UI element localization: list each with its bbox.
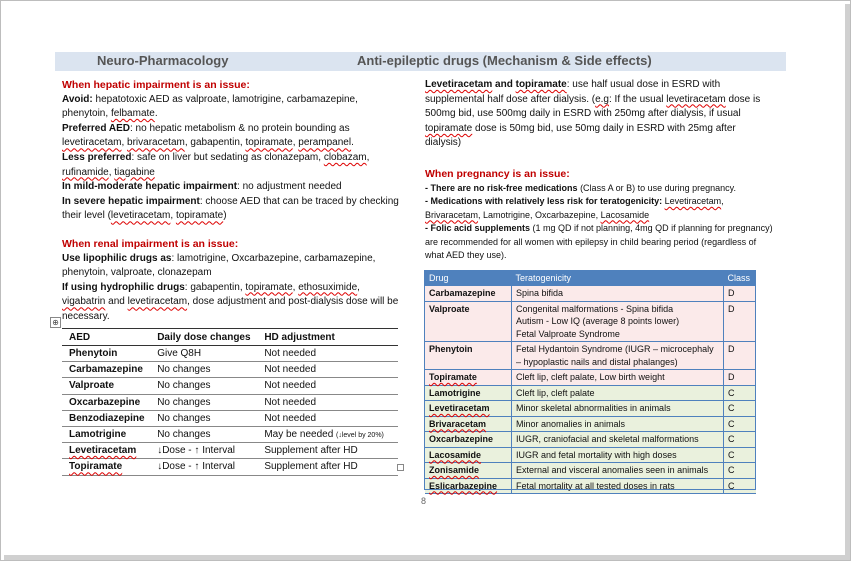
dose-cell: No changes: [155, 378, 262, 394]
column-header: Class: [724, 271, 757, 286]
column-header: AED: [62, 329, 155, 346]
tera-drug-cell: Valproate: [425, 301, 512, 342]
tera-drug-cell: Eslicarbazepine: [425, 478, 512, 494]
table-row: [425, 463, 756, 479]
tera-effect-cell: Cleft lip, cleft palate: [512, 385, 724, 401]
table-row: [425, 370, 756, 386]
aed-drug-cell: Oxcarbazepine: [62, 394, 155, 410]
tera-effect-cell: Minor anomalies in animals: [512, 416, 724, 432]
column-header: Daily dose changes: [155, 329, 262, 346]
renal-lipophilic: Use lipophilic drugs as: lamotrigine, Oxcarbazepine, carbamazepine, phenytoin, valproate, clonazepam: [62, 252, 376, 279]
tera-class-cell: D: [724, 286, 757, 301]
tera-drug-cell: Lacosamide: [425, 447, 512, 463]
table-row: [425, 286, 756, 301]
table-move-icon[interactable]: ⊕: [50, 317, 61, 328]
aed-drug-cell: Carbamazepine: [62, 362, 155, 378]
dose-cell: No changes: [155, 410, 262, 426]
aed-drug-cell: Levetiracetam: [62, 443, 155, 459]
hd-note: (↓level by 20%): [336, 432, 384, 440]
table-row: [425, 342, 756, 370]
table-row: [62, 346, 398, 362]
aed-drug-cell: Phenytoin: [62, 346, 155, 362]
tera-class-cell: C: [724, 432, 757, 448]
dose-cell: ↓Dose - ↑ Interval: [155, 459, 262, 475]
dose-cell: Give Q8H: [155, 346, 262, 362]
aed-drug-cell: Valproate: [62, 378, 155, 394]
renal-section-title: When renal impairment is an issue:: [62, 237, 239, 250]
tera-effect-cell: Congenital malformations - Spina bifida Autism - Low IQ (average 8 points lower) Fetal Valproate Syndrome: [512, 301, 724, 342]
hd-cell: May be needed (↓level by 20%): [262, 426, 398, 442]
hepatic-less-preferred: Less preferred: safe on liver but sedating as clonazepam, clobazam, rufinamide, tiagabine: [62, 151, 370, 178]
tera-class-cell: C: [724, 401, 757, 417]
hepatic-avoid: Avoid: hepatotoxic AED as valproate, lamotrigine, carbamazepine, phenytoin, felbamate.: [62, 93, 358, 120]
pregnancy-section-title: When pregnancy is an issue:: [425, 167, 570, 180]
hd-cell: Not needed: [262, 410, 398, 426]
esrd-paragraph: Levetiracetam and topiramate: use half usual dose in ESRD with supplemental half dose after dialysis. (e.g: If the usual levetiracetam dose is 500mg bid, use 500mg daily in ESRD with 250mg after dialysis, if usual topiramate dose is 50mg bid, use 50mg daily in ESRD with 25mg after dialysis): [425, 79, 761, 149]
aed-drug-cell: Lamotrigine: [62, 426, 155, 442]
hepatic-mild: In mild-moderate hepatic impairment: no adjustment needed: [62, 181, 342, 193]
right-column: [425, 78, 773, 263]
pregnancy-bullet-3: - Folic acid supplements (1 mg QD if not planning, 4mg QD if planning for pregnancy) are recommended for all women with epilepsy in child bearing period (regardless of what AED they use).: [425, 223, 773, 261]
tera-class-cell: D: [724, 342, 757, 370]
pregnancy-bullet-2: - Medications with relatively less risk for teratogenicity: Levetiracetam, Brivaracetam, Lamotrigine, Oxcarbazepine, Lacosamide: [425, 196, 724, 220]
tera-effect-cell: IUGR, craniofacial and skeletal malformations: [512, 432, 724, 448]
table-row: [425, 401, 756, 417]
aed-drug-cell: Topiramate: [62, 459, 155, 475]
hepatic-section-title: When hepatic impairment is an issue:: [62, 79, 250, 91]
hd-cell: Supplement after HD: [262, 459, 398, 475]
table-row: [62, 426, 398, 442]
teratogenicity-table: [425, 271, 756, 494]
table-row: [62, 394, 398, 410]
tera-drug-cell: Phenytoin: [425, 342, 512, 370]
tera-effect-cell: Fetal Hydantoin Syndrome (IUGR – microcephaly – hypoplastic nails and distal phalanges): [512, 342, 724, 370]
tera-drug-cell: Lamotrigine: [425, 385, 512, 401]
dose-cell: No changes: [155, 394, 262, 410]
tera-drug-cell: Carbamazepine: [425, 286, 512, 301]
tera-effect-cell: Cleft lip, cleft palate, Low birth weight: [512, 370, 724, 386]
table-row: [425, 447, 756, 463]
renal-hydrophilic: If using hydrophilic drugs: gabapentin, topiramate, ethosuximide, vigabatrin and levetiracetam, dose adjustment and post-dialysis dose will be necessary.: [62, 281, 399, 322]
tera-class-cell: D: [724, 370, 757, 386]
table-row: [62, 362, 398, 378]
dose-cell: ↓Dose - ↑ Interval: [155, 443, 262, 459]
dose-cell: No changes: [155, 426, 262, 442]
tera-drug-cell: Oxcarbazepine: [425, 432, 512, 448]
table-row: [425, 385, 756, 401]
tera-effect-cell: Fetal mortality at all tested doses in rats: [512, 478, 724, 494]
hd-cell: Not needed: [262, 378, 398, 394]
tera-class-cell: D: [724, 301, 757, 342]
table-row: [62, 378, 398, 394]
aed-renal-table: [62, 328, 398, 476]
table-row: [62, 443, 398, 459]
table-row: [425, 301, 756, 342]
tera-effect-cell: Minor skeletal abnormalities in animals: [512, 401, 724, 417]
tera-drug-cell: Zonisamide: [425, 463, 512, 479]
tera-effect-cell: Spina bifida: [512, 286, 724, 301]
table-row: [425, 432, 756, 448]
page-number: 8: [421, 496, 427, 506]
hd-cell: Not needed: [262, 346, 398, 362]
table-header-row: [425, 271, 756, 286]
table-row: [62, 459, 398, 475]
tera-class-cell: C: [724, 463, 757, 479]
hd-cell: Supplement after HD: [262, 443, 398, 459]
pregnancy-bullet-1: - There are no risk-free medications (Class A or B) to use during pregnancy.: [425, 182, 736, 193]
tera-drug-cell: Levetiracetam: [425, 401, 512, 417]
table-resize-handle[interactable]: [397, 464, 404, 471]
table-header-row: [62, 329, 398, 346]
tera-class-cell: C: [724, 447, 757, 463]
tera-class-cell: C: [724, 385, 757, 401]
column-header: Drug: [425, 271, 512, 286]
tera-drug-cell: Topiramate: [425, 370, 512, 386]
left-column: [62, 78, 402, 325]
tera-drug-cell: Brivaracetam: [425, 416, 512, 432]
tera-effect-cell: IUGR and fetal mortality with high doses: [512, 447, 724, 463]
header-subject: Neuro-Pharmacology: [97, 53, 229, 68]
table-row: [62, 410, 398, 426]
hepatic-severe: In severe hepatic impairment: choose AED that can be traced by checking their level (levetiracetam, topiramate): [62, 195, 399, 222]
table-row: [425, 478, 756, 494]
aed-drug-cell: Benzodiazepine: [62, 410, 155, 426]
table-row: [425, 416, 756, 432]
page-header: [55, 52, 786, 71]
hd-cell: Not needed: [262, 394, 398, 410]
hd-cell: Not needed: [262, 362, 398, 378]
header-topic: Anti-epileptic drugs (Mechanism & Side effects): [357, 53, 652, 68]
tera-effect-cell: External and visceral anomalies seen in animals: [512, 463, 724, 479]
column-header: Teratogenicity: [512, 271, 724, 286]
tera-class-cell: C: [724, 416, 757, 432]
dose-cell: No changes: [155, 362, 262, 378]
column-header: HD adjustment: [262, 329, 398, 346]
tera-class-cell: C: [724, 478, 757, 494]
hepatic-preferred: Preferred AED: no hepatic metabolism & no protein bounding as levetiracetam, brivaracetam, gabapentin, topiramate, perampanel.: [62, 122, 354, 149]
